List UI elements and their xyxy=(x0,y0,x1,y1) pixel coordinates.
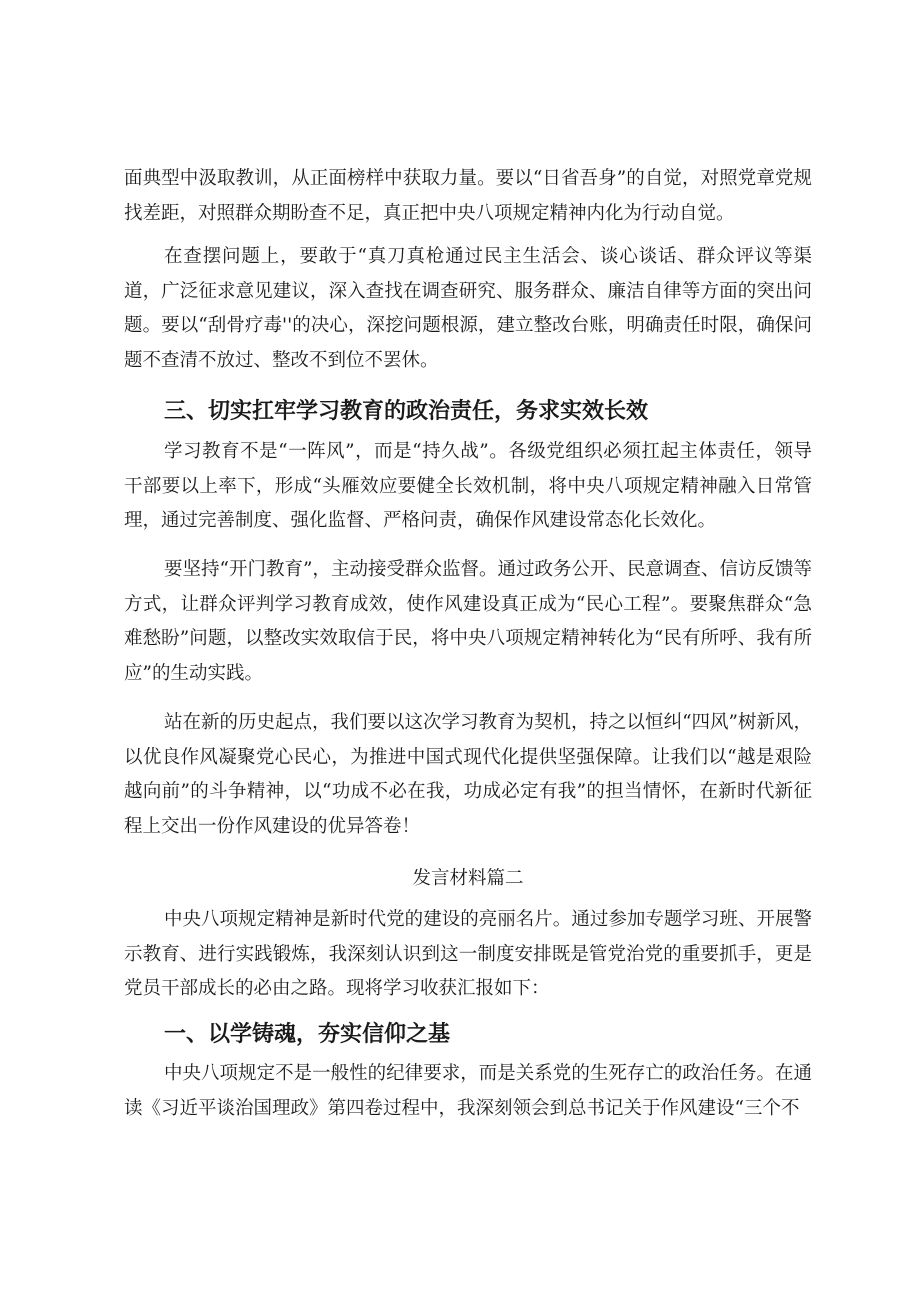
paragraph-closing: 站在新的历史起点，我们要以这次学习教育为契机，持之以恒纠“四风”树新风，以优良作风凝聚党心民心，为推进中国式现代化提供坚强保障。让我们以“越是艰险越向前”的斗争精神，以“功成不必在我，功成必定有我”的担当情怀，在新时代新征程上交出一份作风建设的优异答卷！ xyxy=(124,712,812,838)
paragraph-long-term: 学习教育不是“一阵风”，而是“持久战”。各级党组织必须扛起主体责任，领导干部要以上率下，形成“头雁效应要健全长效机制，将中央八项规定精神融入日常管理，通过完善制度、强化监督、严格问责，确保作风建设常态化长效化。 xyxy=(124,441,812,532)
paragraph-problem-checking: 在查摆问题上，要敢于“真刀真枪通过民主生活会、谈心谈话、群众评议等渠道，广泛征求意见建议，深入查找在调查研究、服务群众、廉洁自律等方面的突出问题。要以“刮骨疗毒''的决心，深挖问题根源，建立整改台账，明确责任时限，确保问题不查清不放过、整改不到位不罢休。 xyxy=(124,246,812,372)
document-subtitle: 发言材料篇二 xyxy=(412,868,524,889)
paragraph-open-education: 要坚持“开门教育”，主动接受群众监督。通过政务公开、民意调查、信访反馈等方式，让群众评判学习教育成效，使作风建设真正成为“民心工程”。要聚焦群众“急难愁盼”问题，以整改实效取信于民，将中央八项规定精神转化为“民有所呼、我有所应”的生动实践。 xyxy=(124,559,812,685)
section-heading-three: 三、切实扛牢学习教育的政治责任，务求实效长效 xyxy=(164,399,649,424)
paragraph-faith: 中央八项规定不是一般性的纪律要求，而是关系党的生死存亡的政治任务。在通读《习近平谈治国理政》第四卷过程中，我深刻领会到总书记关于作风建设“三个不 xyxy=(124,1063,812,1119)
paragraph-continued: 面典型中汲取教训，从正面榜样中获取力量。要以“日省吾身”的自觉，对照党章党规找差距，对照群众期盼查不足，真正把中央八项规定精神内化为行动自觉。 xyxy=(124,168,812,224)
section-heading-one: 一、以学铸魂，夯实信仰之基 xyxy=(164,1022,451,1047)
paragraph-intro-two: 中央八项规定精神是新时代党的建设的亮丽名片。通过参加专题学习班、开展警示教育、进行实践锻炼，我深刻认识到这一制度安排既是管党治党的重要抓手，更是党员干部成长的必由之路。现将学习收获汇报如下： xyxy=(124,909,812,1000)
